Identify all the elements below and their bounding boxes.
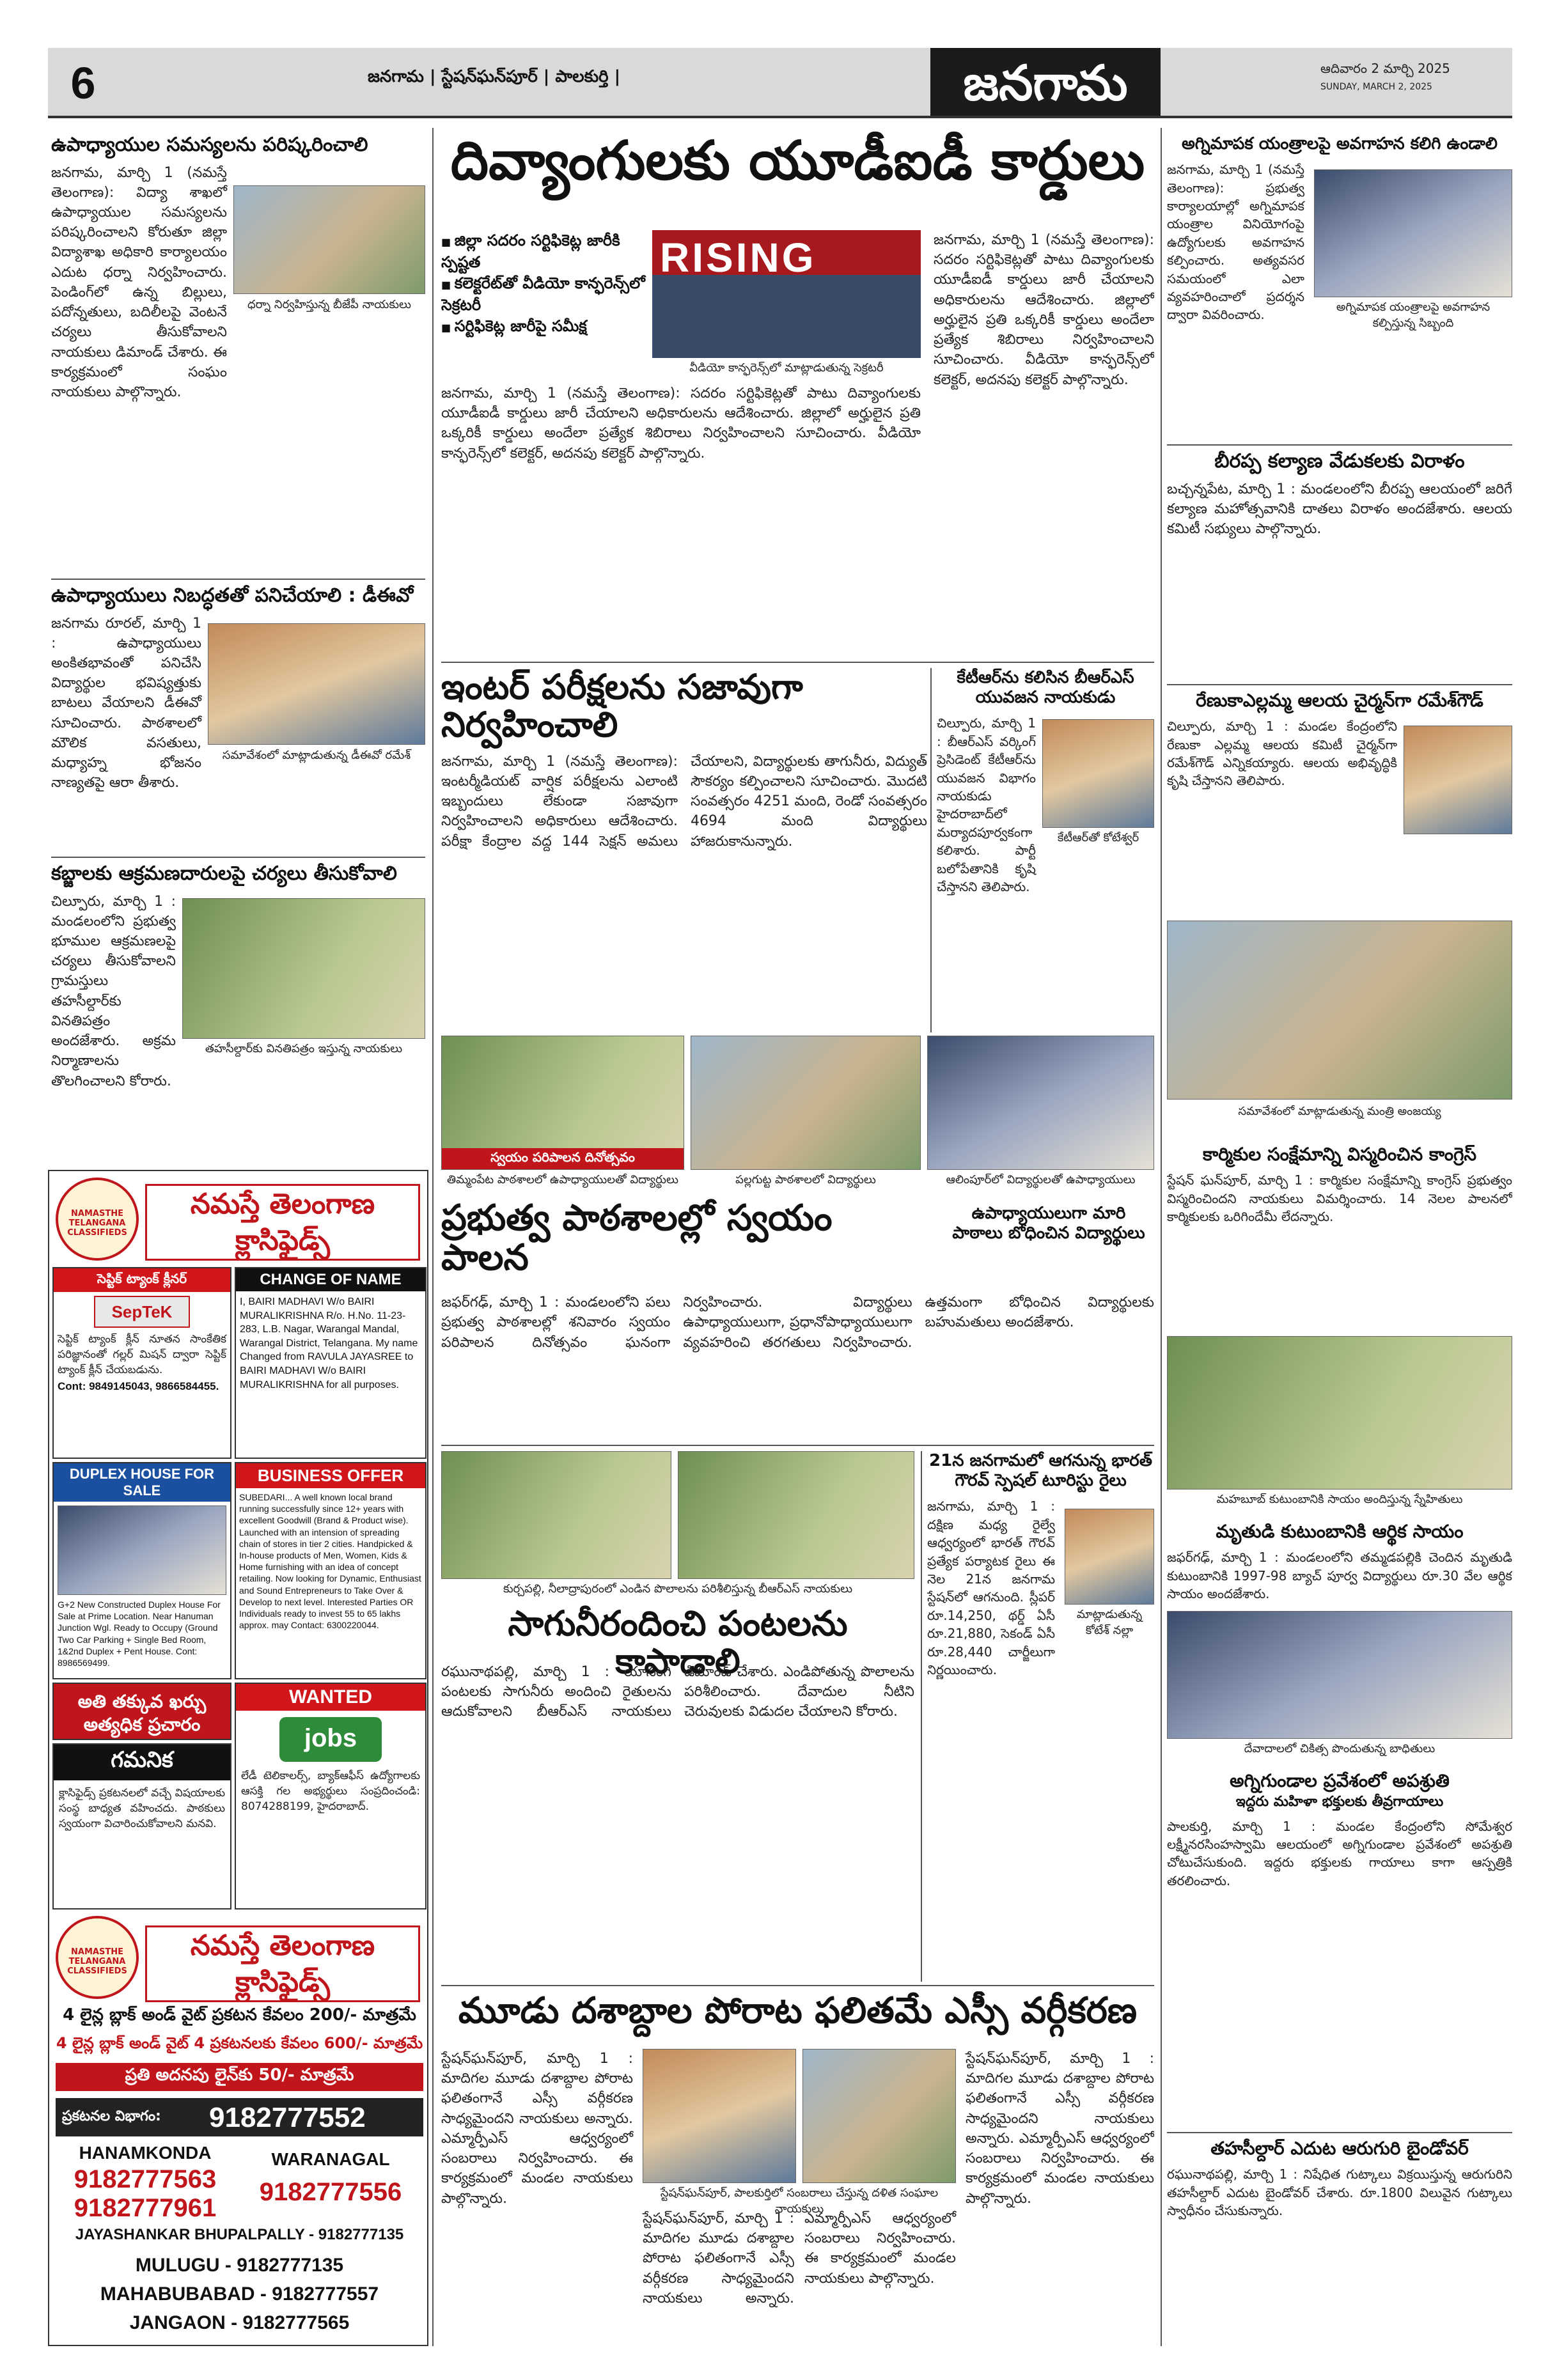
headline: రేణుకాఎల్లమ్మ ఆలయ చైర్మన్‌గా రమేశ్‌గౌడ్: [1196, 690, 1483, 711]
subheadline: ఇద్దరు మహిళా భక్తులకు తీవ్రగాయాలు: [1235, 1794, 1444, 1810]
article-body: చిల్పూరు, మార్చి 1 : మండల కేంద్రంలోని రేణుకా ఎల్లమ్మ ఆలయ కమిటీ చైర్మన్‌గా రమేశ్‌గౌడ్ ఎన్నికయ్యారు. ఆలయ అభివృద్ధికి కృషి చేస్తానని తెలిపారు.: [1167, 719, 1397, 789]
column-rule: [432, 128, 434, 2346]
article-body: చిల్పూరు, మార్చి 1 : మండలంలోని ప్రభుత్వ భూముల ఆక్రమణలపై చర్యలు తీసుకోవాలని గ్రామస్తులు తహసీల్దార్‌కు వినతిపత్రం అందజేశారు. అక్రమ నిర్మాణాలను తొలగించాలని కోరారు.: [51, 893, 176, 1089]
ad-change-of-name: [235, 1267, 426, 1459]
headline: ఉపాధ్యాయుల సమస్యలను పరిష్కరించాలి: [51, 134, 368, 156]
celebration-photo-2: [802, 2049, 956, 2183]
portrait-photo: [1065, 1509, 1154, 1605]
headline: బీరప్ప కల్యాణ వేడుకలకు విరాళం: [1214, 451, 1465, 472]
date-telugu: ఆదివారం 2 మార్చి 2025: [1320, 61, 1450, 76]
masthead: [48, 48, 1512, 118]
ad-contact: Cont: 9849145043, 9866584455.: [58, 1380, 219, 1393]
field-photo-1: [441, 1451, 671, 1579]
highlight-3: ■ సర్టిఫికెట్ల జారీపై సమీక్ష: [441, 316, 646, 338]
headline: మూడు దశాబ్దాల పోరాట ఫలితమే ఎస్సీ వర్గీకరణ: [458, 1991, 1138, 2032]
divider: [1167, 684, 1512, 685]
article-inter-exams: [441, 668, 927, 1032]
ad-title: సెప్టిక్ ట్యాంక్ క్లీనర్: [54, 1268, 230, 1292]
headline: మృతుడి కుటుంబానికి ఆర్థిక సాయం: [1216, 1521, 1464, 1542]
septek-logo: SepTeK: [94, 1296, 190, 1328]
ad-body: లేడీ టెలికాలర్స్, బ్యాక్ఆఫీస్ ఉద్యోగాలకు ఆసక్తి గల అభ్యర్థులు సంప్రదించండి: 8074288199, హైదరాబాద్.: [241, 1769, 420, 1814]
headline: తహసీల్దార్ ఎదుట ఆరుగురి బైండోవర్: [1210, 2138, 1469, 2159]
classifieds-banner: నమస్తే తెలంగాణ క్లాసిఫైడ్స్: [145, 1925, 420, 2002]
dateline: [1320, 61, 1512, 92]
article-body-3: స్టేషన్‌ఘన్‌పూర్, మార్చి 1 : మాదిగల మూడు దశాబ్దాల పోరాట ఫలితంగానే ఎస్సీ వర్గీకరణ సాధ్యమైందని నాయకులు అన్నారు. ఎమ్మార్పీఎస్ ఆధ్వర్యంలో సంబరాలు నిర్వహించారు. ఈ కార్యక్రమంలో మండల నాయకులు పాల్గొన్నారు.: [966, 2051, 1154, 2207]
column-rule: [930, 668, 932, 1032]
photo-caption: ధర్నా నిర్వహిస్తున్న బీజేపీ నాయకులు: [247, 298, 412, 311]
jobs-logo: jobs: [279, 1717, 382, 1762]
article-financial-aid: [1167, 1521, 1512, 1764]
ad-title: గమనిక: [54, 1745, 230, 1780]
article-ktr-meet: [937, 668, 1154, 1032]
ad-body: క్లాసిఫైడ్స్ ప్రకటనలలో వచ్చే విషయాలకు సంస్థ బాధ్యత వహించదు. పాఠకులు స్వయంగా విచారించుకోవాలని మనవి.: [59, 1787, 225, 1831]
ad-body: SUBEDARI... A well known local brand running successfully since 12+ years with excellent Goodwill (Brand & Product wise). Launched with an intension of spreading chain of stores in tier 2 cities. Handpicked & In-house products of Men, Women, Kids & Home furnishing with an idea of concept retailing. Now looking for Dynamic, Enthusiast and Sound Entrepreneurs to Take Over & Develop to next level. Interested Parties OR Individuals ready to invest 55 to 65 lakhs approx. may Contact: 6300220044.: [239, 1492, 421, 1631]
portrait-photo: [1404, 726, 1512, 834]
headline: సాగునీరందించి పంటలను కాపాడాలి: [508, 1603, 848, 1682]
news-photo: [208, 623, 425, 745]
photo-caption: కేటీఆర్‌తో కోటేశ్వర్: [1057, 831, 1139, 844]
classifieds-section: [48, 1170, 428, 2346]
headline: కేటీఆర్‌ను కలిసిన బీఆర్‌ఎస్ యువజన నాయకుడు: [957, 668, 1134, 708]
ad-business-offer: [235, 1462, 426, 1679]
headline: అగ్నిగుండాల ప్రవేశంలో అపశ్రుతి: [1230, 1771, 1450, 1791]
news-photo: [1167, 1336, 1512, 1489]
article-body: జనగామ, మార్చి 1 (నమస్తే తెలంగాణ): విద్యా శాఖలో ఉపాధ్యాయుల సమస్యలను పరిష్కరించాలని కోరుతూ జిల్లా విద్యాశాఖ అధికారి కార్యాలయం ఎదుట ధర్నా నిర్వహించారు. పెండింగ్‌లో ఉన్న బిల్లులు, పదోన్నతులు, బదిలీలపై వెంటనే చర్యలు తీసుకోవాలని నాయకులు డిమాండ్ చేశారు. ఈ కార్యక్రమంలో సంఘం నాయకులు పాల్గొన్నారు.: [51, 164, 227, 401]
article-body-2: జనగామ, మార్చి 1 (నమస్తే తెలంగాణ): సదరం సర్టిఫికెట్లతో పాటు దివ్యాంగులకు యూడీఐడీ కార్డులు జారీ చేయాలని అధికారులను ఆదేశించారు. జిల్లాలో అర్హులైన ప్రతి ఒక్కరికీ కార్డులు అందేలా ప్రత్యేక శిబిరాలు నిర్వహించాలని సూచించారు. వీడియో కాన్ఫరెన్స్‌లో కలెక్టర్, అదనపు కలెక్టర్ పాల్గొన్నారు.: [934, 232, 1154, 388]
article-deo: [51, 585, 425, 853]
news-photo: [1167, 1611, 1512, 1739]
photo-caption: అగ్నిమాపక యంత్రాలపై అవగాహన కల్పిస్తున్న సిబ్బంది: [1336, 300, 1490, 330]
article-body-2: స్టేషన్‌ఘన్‌పూర్, మార్చి 1 : మాదిగల మూడు దశాబ్దాల పోరాట ఫలితంగానే ఎస్సీ వర్గీకరణ సాధ్యమైందని నాయకులు అన్నారు. ఎమ్మార్పీఎస్ ఆధ్వర్యంలో సంబరాలు నిర్వహించారు. ఈ కార్యక్రమంలో మండల నాయకులు పాల్గొన్నారు.: [643, 2211, 956, 2306]
article-body: జఫర్‌గఢ్, మార్చి 1 : మండలంలోని పలు ప్రభుత్వ పాఠశాలల్లో శనివారం స్వయం పరిపాలన దినోత్సవం ఘనంగా నిర్వహించారు. విద్యార్థులు ఉపాధ్యాయులుగా, ప్రధానోపాధ్యాయులుగా వ్యవహరించి తరగతులు నిర్వహించారు. ఉత్తమంగా బోధించిన విద్యార్థులకు బహుమతులు అందజేశారు.: [441, 1295, 1154, 1351]
ad-body: G+2 New Constructed Duplex House For Sale at Prime Location. Near Hanuman Junction Wgl. Ready to Occupy (Ground Two Car Parking + Single Bed Room, 1&2nd Duplex + Pent House. Cont: 8986569499.: [58, 1599, 221, 1668]
field-photo-2: [678, 1451, 914, 1579]
news-photo: [233, 185, 425, 294]
headline: కబ్జాలకు ఆక్రమణదారులపై చర్యలు తీసుకోవాలి: [51, 863, 397, 885]
article-udid-cards: [441, 205, 1154, 658]
article-irrigation: [441, 1451, 914, 1982]
news-photo: [652, 230, 921, 358]
date-english: SUNDAY, MARCH 2, 2025: [1320, 82, 1432, 92]
photo-caption: సమావేశంలో మాట్లాడుతున్న డీఈవో రమేశ్: [222, 749, 411, 762]
divider: [51, 857, 425, 858]
dept-phone: 9182777552: [209, 2102, 366, 2133]
divider: [441, 1985, 1154, 1986]
ad-duplex: [52, 1462, 231, 1679]
article-body: జనగామ, మార్చి 1 : దక్షిణ మధ్య రైల్వే ఆధ్వర్యంలో భారత్ గౌరవ్ ప్రత్యేక పర్యాటక రైలు ఈ నెల 21న జనగామ స్టేషన్‌లో ఆగనుంది. స్లీపర్ రూ.14,250, థర్డ్ ఏసీ రూ.21,880, సెకండ్ ఏసీ రూ.28,440 చార్జీలుగా నిర్ణయించారు.: [927, 1498, 1055, 1677]
article-body: జనగామ రూరల్, మార్చి 1 : ఉపాధ్యాయులు అంకితభావంతో పనిచేసి విద్యార్థుల భవిష్యత్తుకు బాటలు వేయాలని డీఈవో సూచించారు. పాఠశాలలో మౌలిక వసతులు, మధ్యాహ్న భోజనం నాణ్యతపై ఆరా తీశారు.: [51, 615, 201, 791]
article-body-1: స్టేషన్‌ఘన్‌పూర్, మార్చి 1 : మాదిగల మూడు దశాబ్దాల పోరాట ఫలితంగానే ఎస్సీ వర్గీకరణ సాధ్యమైందని నాయకులు అన్నారు. ఎమ్మార్పీఎస్ ఆధ్వర్యంలో సంబరాలు నిర్వహించారు. ఈ కార్యక్రమంలో మండల నాయకులు పాల్గొన్నారు.: [441, 2051, 633, 2207]
article-sc-classification: [441, 1991, 1154, 2346]
divider: [1167, 2132, 1512, 2133]
hanamkonda-phone-2: 9182777961: [74, 2194, 217, 2222]
photo-caption: మహబూబ్ కుటుంబానికి సాయం అందిస్తున్న స్నేహితులు: [1216, 1493, 1463, 1506]
article-beerappa: [1167, 451, 1512, 681]
ad-notice: [52, 1743, 231, 1909]
headline: ఇంటర్ పరీక్షలను సజావుగా నిర్వహించాలి: [441, 668, 803, 745]
article-tourist-train: [927, 1451, 1154, 1982]
ad-wanted: [235, 1683, 426, 1909]
news-photo: [1042, 719, 1154, 828]
school-photo-2: [691, 1036, 921, 1170]
article-body: బచ్చన్నపేట, మార్చి 1 : మండలంలోని బీరప్ప ఆలయంలో జరిగే కల్యాణ మహోత్సవానికి దాతలు విరాళం అందజేశారు. ఆలయ కమిటీ సభ్యులు పాల్గొన్నారు.: [1167, 481, 1512, 537]
headline: 21న జనగామలో ఆగనున్న భారత్ గౌరవ్ స్పెషల్ టూరిస్టు రైలు: [929, 1451, 1152, 1491]
headline: అగ్నిమాపక యంత్రాలపై అవగాహన కలిగి ఉండాలి: [1182, 134, 1498, 153]
article-fire-safety: [1167, 134, 1512, 441]
hanamkonda-phone-1: 9182777563: [74, 2165, 217, 2193]
district-phone-2: MULUGU - 9182777135: [135, 2255, 344, 2276]
lead-headline: దివ్యాంగులకు యూడీఐడీ కార్డులు: [450, 131, 1145, 192]
rising-banner: RISING: [660, 235, 817, 281]
photo-caption: సమావేశంలో మాట్లాడుతున్న మంత్రి అంజయ్య: [1238, 1105, 1441, 1118]
divider: [51, 579, 425, 580]
ad-low-cost: అతి తక్కువ ఖర్చు అత్యధిక ప్రచారం: [52, 1683, 231, 1740]
district-phone-4: JANGAON - 9182777565: [129, 2312, 350, 2333]
photo-caption: తిమ్మంపేట పాఠశాలలో ఉపాధ్యాయులతో విద్యార్థులు: [447, 1173, 678, 1186]
article-body: జనగామ, మార్చి 1 (నమస్తే తెలంగాణ): ప్రభుత్వ కార్యాలయాల్లో అగ్నిమాపక యంత్రాల వినియోగంపై ఉద్యోగులకు అవగాహన కల్పించారు. అత్యవసర సమయంలో ఎలా వ్యవహరించాలో ప్రదర్శన ద్వారా వివరించారు.: [1167, 162, 1304, 323]
photo-caption: తహసీల్దార్‌కు వినతిపత్రం ఇస్తున్న నాయకులు: [205, 1042, 403, 1055]
warangal-label: WARANAGAL: [271, 2149, 390, 2169]
article-body: రఘునాథపల్లి, మార్చి 1 : యాసంగి పంటలకు సాగునీరు అందించి రైతులను ఆదుకోవాలని బీఆర్‌ఎస్ నాయకులు డిమాండ్ చేశారు. ఎండిపోతున్న పొలాలను పరిశీలించారు. దేవాదుల నీటిని చెరువులకు విడుదల చేయాలని కోరారు.: [441, 1664, 914, 1720]
headline: ప్రభుత్వ పాఠశాలల్లో స్వయం పాలన: [441, 1199, 833, 1279]
headline: కార్మికుల సంక్షేమాన్ని విస్మరించిన కాంగ్రెస్: [1202, 1144, 1477, 1165]
photo-caption: కుర్చపల్లి, నీలాద్రాపురంలో ఎండిన పొలాలను పరిశీలిస్తున్న బీఆర్‌ఎస్ నాయకులు: [503, 1582, 853, 1596]
meeting-photo: [1167, 921, 1512, 1100]
article-body: స్టేషన్ ఘన్‌పూర్, మార్చి 1 : కార్మికుల సంక్షేమాన్ని కాంగ్రెస్ ప్రభుత్వం విస్మరించిందని నాయకులు విమర్శించారు. 14 నెలల పాలనలో కార్మికులకు ఒరిగిందేమీ లేదన్నారు.: [1167, 1172, 1512, 1224]
photo-caption: స్టేషన్‌ఘన్‌పూర్, పాలకుర్తిలో సంబరాలు చేస్తున్న దళిత సంఘాల నాయకులు: [660, 2186, 939, 2216]
classifieds-banner: నమస్తే తెలంగాణ క్లాసిఫైడ్స్: [145, 1184, 420, 1261]
ad-title: DUPLEX HOUSE FOR SALE: [54, 1463, 230, 1502]
news-photo: [182, 898, 425, 1039]
article-temple-chairman: [1167, 690, 1512, 1138]
subheadline: ఉపాధ్యాయులుగా మారి పాఠాలు బోధించిన విద్యార్థులు: [952, 1204, 1145, 1243]
article-congress-workers: [1167, 1144, 1512, 1515]
ad-title: BUSINESS OFFER: [236, 1463, 425, 1488]
lead-headline-block: [441, 131, 1154, 201]
highlight-1: ■ జిల్లా సదరం సర్టిఫికెట్ల జారీకి స్పష్టత: [441, 230, 646, 273]
ad-body: I, BAIRI MADHAVI W/o BAIRI MURALIKRISHNA R/o. H.No. 11-23-283, L.B. Nagar, Warangal Mandal, Warangal District, Telangana. My name Changed from RAVULA JAYASREE to BAIRI MADHAVI W/o BAIRI MURALIKRISHNA for all purposes.: [240, 1296, 418, 1390]
rate-line-3: ప్రతి అదనపు లైన్‌కు 50/- మాత్రమే: [56, 2063, 423, 2091]
classifieds-seal: NAMASTHE TELANGANA CLASSIFIEDS: [56, 1178, 139, 1261]
photo-caption: మాట్లాడుతున్న కోటేశ్ నల్లా: [1076, 1608, 1143, 1637]
hanamkonda-label: HANAMKONDA: [79, 2143, 212, 2163]
article-teachers-issues: [51, 134, 425, 575]
divider: [1167, 444, 1512, 446]
warangal-phone: 9182777556: [259, 2178, 402, 2206]
self-governance-banner: స్వయం పరిపాలన దినోత్సవం: [442, 1148, 684, 1169]
article-body: జఫర్‌గఢ్, మార్చి 1 : మండలంలోని తమ్మడపల్లికి చెందిన మృతుడి కుటుంబానికి 1997-98 బ్యాచ్ పూర్వ విద్యార్థులు రూ.30 వేల ఆర్థిక సాయం అందజేశారు.: [1167, 1550, 1512, 1601]
district-phone-1: JAYASHANKAR BHUPALPALLY - 9182777135: [75, 2226, 404, 2243]
celebration-photo-1: [643, 2049, 796, 2183]
school-photo-1: [441, 1036, 684, 1170]
highlight-2: ■ కలెక్టరేట్‌తో వీడియో కాన్ఫరెన్స్‌లో సెక్రటరీ: [441, 273, 646, 316]
highlights: [441, 230, 646, 338]
article-body-1: జనగామ, మార్చి 1 (నమస్తే తెలంగాణ): సదరం సర్టిఫికెట్లతో పాటు దివ్యాంగులకు యూడీఐడీ కార్డులు జారీ చేయాలని అధికారులను ఆదేశించారు. జిల్లాలో అర్హులైన ప్రతి ఒక్కరికీ కార్డులు అందేలా ప్రత్యేక శిబిరాలు నిర్వహించాలని సూచించారు. వీడియో కాన్ఫరెన్స్‌లో కలెక్టర్, అదనపు కలెక్టర్ పాల్గొన్నారు.: [441, 385, 921, 462]
article-self-governance: [441, 1199, 1154, 1442]
article-body: రఘునాథపల్లి, మార్చి 1 : నిషేధిత గుట్కాలు విక్రయిస్తున్న ఆరుగురిని తహసీల్దార్ ఎదుట బైండోవర్ చేశారు. రూ.1800 విలువైన గుట్కాలు స్వాధీనం చేసుకున్నారు.: [1167, 2166, 1512, 2218]
rate-line-1: 4 లైన్ల బ్లాక్ అండ్ వైట్ ప్రకటన కేవలం 200/- మాత్రమే: [63, 2005, 416, 2025]
photo-caption: ఆలింపూర్‌లో విద్యార్థులతో ఉపాధ్యాయులు: [946, 1173, 1136, 1186]
ad-department: [56, 2098, 423, 2136]
article-fire-pit-accident: [1167, 1771, 1512, 2129]
ad-septic: [52, 1267, 231, 1459]
page-number: 6: [70, 58, 96, 108]
article-bindover: [1167, 2138, 1512, 2346]
dept-label: ప్రకటనల విభాగం:: [62, 2108, 161, 2124]
photo-caption: వీడియో కాన్ఫరెన్స్‌లో మాట్లాడుతున్న సెక్రటరీ: [689, 361, 884, 375]
rate-line-2: 4 లైన్ల బ్లాక్ అండ్ వైట్ 4 ప్రకటనలకు కేవలం 600/- మాత్రమే: [56, 2034, 423, 2052]
article-encroachment: [51, 863, 425, 1163]
school-photo-3: [927, 1036, 1154, 1170]
headline: ఉపాధ్యాయులు నిబద్ధతతో పనిచేయాలి : డీఈవో: [51, 585, 414, 607]
divider: [441, 662, 1154, 663]
article-body: పాలకుర్తి, మార్చి 1 : మండల కేంద్రంలోని సోమేశ్వర లక్ష్మీనరసింహస్వామి ఆలయంలో అగ్నిగుండాల ప్రవేశంలో అపశ్రుతి చోటుచేసుకుంది. ఇద్దరు భక్తులకు గాయాలు కాగా ఆస్పత్రికి తరలించారు.: [1167, 1818, 1512, 1888]
ad-body: సెప్టిక్ ట్యాంక్ క్లీన్ నూతన సాంకేతిక పరిజ్ఞానంతో గల్లర్ మిషన్ ద్వారా సెప్టిక్ ట్యాంక్ క్లీన్ చేయబడును.: [58, 1333, 226, 1377]
section-links: జనగామ | స్టేషన్‌ఘన్‌పూర్ | పాలకుర్తి |: [368, 67, 621, 86]
article-body: చిల్పూరు, మార్చి 1 : బీఆర్‌ఎస్ వర్కింగ్ ప్రెసిడెంట్ కేటీఆర్‌ను యువజన విభాగం నాయకుడు హైదరాబాద్‌లో మర్యాదపూర్వకంగా కలిశారు. పార్టీ బలోపేతానికి కృషి చేస్తానని తెలిపారు.: [937, 715, 1036, 894]
column-rule: [1161, 128, 1162, 2346]
district-phone-3: MAHABUBABAD - 9182777557: [100, 2283, 379, 2305]
ad-title: WANTED: [236, 1684, 425, 1711]
edition-title: జనగామ: [930, 48, 1161, 118]
photo-caption: దేవాదాలలో చికిత్స పొందుతున్న బాధితులు: [1244, 1742, 1436, 1755]
classifieds-seal: NAMASTHE TELANGANA CLASSIFIEDS: [56, 1916, 139, 1999]
news-photo: [1314, 169, 1512, 297]
photo-caption: పల్లగుట్ట పాఠశాలలో విద్యార్థులు: [735, 1173, 876, 1186]
column-rule: [921, 1451, 922, 1982]
article-body: జనగామ, మార్చి 1 (నమస్తే తెలంగాణ): ఇంటర్మీడియట్ వార్షిక పరీక్షలను ఎలాంటి ఇబ్బందులు లేకుండా సజావుగా నిర్వహించాలని అధికారులు ఆదేశించారు. పరీక్షా కేంద్రాల వద్ద 144 సెక్షన్ అమలు చేయాలని, విద్యార్థులకు తాగునీరు, విద్యుత్ సౌకర్యం కల్పించాలని సూచించారు. మొదటి సంవత్సరం 4251 మంది, రెండో సంవత్సరం 4694 మంది విద్యార్థులు హాజరుకానున్నారు.: [441, 753, 927, 850]
divider: [441, 1445, 1154, 1446]
ad-title: CHANGE OF NAME: [236, 1268, 425, 1291]
house-photo: [58, 1505, 226, 1595]
photo-strip: [441, 1036, 1154, 1195]
